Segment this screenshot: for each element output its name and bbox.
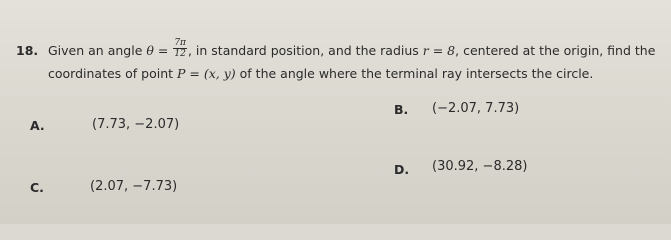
choice-b-value: (−2.07, 7.73) (432, 101, 520, 116)
question-mid-text: , in standard position, and the radius (187, 43, 423, 58)
radius-equation: r = 8 (422, 43, 456, 58)
question-line2-suffix: of the angle where the terminal ray intersects the circle. (235, 66, 594, 81)
choice-c-letter: C. (30, 180, 44, 195)
question-text-line-2 (48, 66, 593, 81)
fraction-denominator: 12 (174, 49, 186, 59)
choice-d-value: (30.92, −8.28) (432, 159, 528, 174)
question-prefix-text: Given an angle (48, 43, 147, 58)
choice-a-letter: A. (30, 118, 45, 133)
theta-equation: θ = (146, 43, 169, 58)
question-number: 18. (16, 43, 39, 58)
question-text-line-1 (48, 38, 656, 59)
question-suffix-text: , centered at the origin, find the (455, 43, 656, 58)
angle-fraction (173, 38, 187, 59)
fraction-numerator: 7π (174, 38, 186, 48)
point-expression: P = (x, y) (177, 66, 236, 81)
choice-a-value: (7.73, −2.07) (92, 117, 180, 132)
choice-c-value: (2.07, −7.73) (90, 179, 178, 194)
choice-b-letter: B. (394, 102, 409, 117)
choice-d-letter: D. (394, 162, 410, 177)
question-line2-prefix: coordinates of point (48, 66, 178, 81)
